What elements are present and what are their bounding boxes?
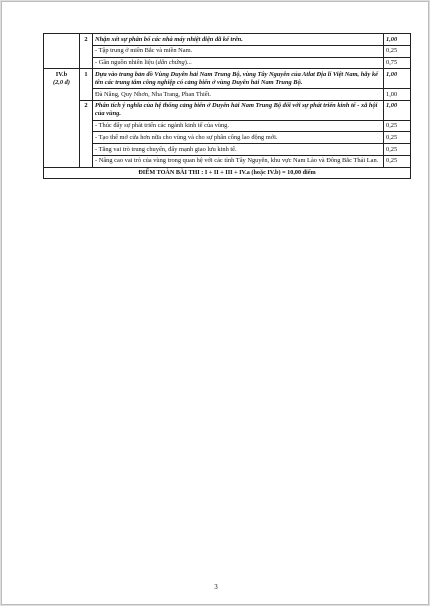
- table-row: [44, 100, 411, 120]
- item-number: 2: [80, 100, 93, 167]
- total-score: ĐIỂM TOÀN BÀI THI : I + II + III + IV.a (hoặc IV.b) = 10,00 điểm: [44, 167, 411, 179]
- points-cell: 0,25: [384, 132, 411, 144]
- answer-text-suffix: )...: [184, 59, 192, 67]
- answer-text: - Tăng vai trò trung chuyển, đẩy mạnh giao lưu kinh tế.: [93, 144, 384, 156]
- points-cell: 1,00: [384, 89, 411, 101]
- question-text: Phân tích ý nghĩa của hệ thống cảng biển ở Duyên hải Nam Trung Bộ đối với sự phát triển kinh tế - xã hội của vùng.: [93, 100, 384, 120]
- table-row: [44, 167, 411, 179]
- section-cell: [44, 34, 80, 69]
- points-cell: 0,75: [384, 57, 411, 69]
- answer-text: - Nâng cao vai trò của vùng trong quan hệ với các tỉnh Tây Nguyên, khu vực Nam Lào và Đông Bắc Thái Lan.: [93, 155, 384, 167]
- answer-text-italic: dẫn chứng: [157, 59, 185, 67]
- table-row: [44, 69, 411, 89]
- points-cell: 0,25: [384, 144, 411, 156]
- table-row: [44, 132, 411, 144]
- answer-text-prefix: - Gần nguồn nhiên liệu (: [95, 59, 158, 67]
- points-cell: 0,25: [384, 120, 411, 132]
- table-row: [44, 144, 411, 156]
- table-row: [44, 45, 411, 57]
- answer-text: - Thúc đẩy sự phát triển các ngành kinh tế của vùng.: [93, 120, 384, 132]
- answer-text: - Tập trung ở miền Bắc và miền Nam.: [93, 45, 384, 57]
- grading-table: [43, 33, 411, 179]
- question-text: Nhận xét sự phân bố các nhà máy nhiệt điện đã kể trên.: [93, 34, 384, 46]
- table-row: [44, 57, 411, 69]
- section-label: IV.b: [55, 70, 68, 78]
- table-row: [44, 155, 411, 167]
- points-cell: 0,25: [384, 45, 411, 57]
- section-score: (2,0 đ): [52, 78, 71, 86]
- question-text: Dựa vào trang bản đồ Vùng Duyên hải Nam Trung Bộ, vùng Tây Nguyên của Atlat Địa lí Việt Nam, hãy kể tên các trung tâm công nghiệp có cảng biển ở vùng Duyên hải Nam Trung Bộ.: [93, 69, 384, 89]
- points-cell: 1,00: [384, 100, 411, 120]
- answer-text: [93, 57, 384, 69]
- page-number: 3: [214, 583, 218, 591]
- answer-text: - Tạo thế mở cửa hơn nữa cho vùng và cho sự phân công lao động mới.: [93, 132, 384, 144]
- points-cell: 0,25: [384, 155, 411, 167]
- item-number: 2: [80, 34, 93, 69]
- section-cell: [44, 69, 80, 167]
- points-cell: 1,00: [384, 34, 411, 46]
- table-row: [44, 34, 411, 46]
- answer-text: Đà Nẵng, Quy Nhơn, Nha Trang, Phan Thiết.: [93, 89, 384, 101]
- document-page: [1, 1, 429, 605]
- points-cell: 1,00: [384, 69, 411, 89]
- table-row: [44, 89, 411, 101]
- table-row: [44, 120, 411, 132]
- item-number: 1: [80, 69, 93, 100]
